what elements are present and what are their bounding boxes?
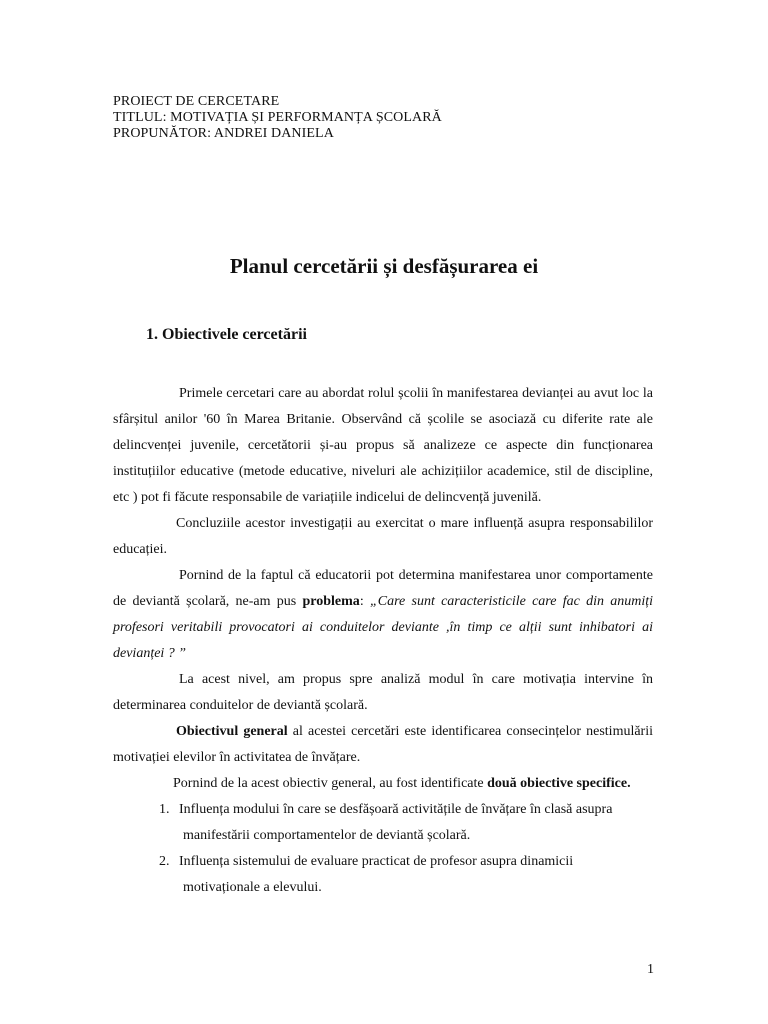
general-objective-label: Obiectivul general bbox=[176, 724, 288, 739]
problem-question: „Care sunt caracteristicile care fac din anumiți profesori veritabili provocatori ai conduitelor deviante ,în timp ce alții sunt inhibatori ai devianței ? ” bbox=[113, 594, 653, 661]
document-body bbox=[113, 381, 653, 901]
header-title-line: TITLUL: MOTIVAȚIA ȘI PERFORMANȚA ȘCOLARĂ bbox=[113, 110, 442, 125]
document-header bbox=[113, 94, 442, 142]
specific-objectives-label: două obiective specifice. bbox=[487, 776, 631, 791]
paragraph-general-objective bbox=[113, 719, 653, 771]
paragraph-specific-objectives bbox=[113, 771, 653, 797]
list-item-number: 2. bbox=[159, 854, 170, 869]
page-title: Planul cercetării și desfășurarea ei bbox=[229, 254, 539, 278]
header-project-label: PROIECT DE CERCETARE bbox=[113, 94, 280, 109]
problem-colon: : bbox=[359, 594, 364, 609]
problem-label: problema bbox=[302, 594, 360, 609]
paragraph-problem bbox=[113, 563, 653, 667]
problem-intro-text: Pornind de la faptul că educatorii pot determina manifestarea unor comportamente de deviantă școlară, ne-am pus bbox=[113, 568, 653, 609]
list-item-line: motivaționale a elevului. bbox=[183, 880, 322, 895]
specific-objectives-intro: Pornind de la acest obiectiv general, au fost identificate bbox=[173, 776, 484, 791]
paragraph-analysis: La acest nivel, am propus spre analiză modul în care motivația intervine în determinarea conduitelor de deviantă școlară. bbox=[113, 672, 653, 713]
list-item-line: Influența sistemului de evaluare practicat de profesor asupra dinamicii bbox=[179, 854, 574, 869]
list-item-number: 1. bbox=[159, 802, 170, 817]
general-objective-text: al acestei cercetări este identificarea consecințelor nestimulării motivației elevilor în activitatea de învățare. bbox=[113, 724, 653, 765]
paragraph-conclusions: Concluziile acestor investigații au exercitat o mare influență asupra responsabililor educației. bbox=[113, 516, 653, 557]
section-heading: 1. Obiectivele cercetării bbox=[146, 326, 307, 343]
paragraph-intro: Primele cercetari care au abordat rolul școlii în manifestarea devianței au avut loc la sfârșitul anilor '60 în Marea Britanie. Observând că școlile se asociază cu diferite rate ale delincvenței juvenile, cercetătorii și-au propus să analizeze ce aspecte din funcționarea instituțiilor educative (metode educative, niveluri ale achizițiilor academice, stil de discipline, etc ) pot fi făcute responsabile de variațiile indicelui de delincvență juvenilă. bbox=[113, 386, 653, 505]
page-number: 1 bbox=[647, 962, 654, 977]
list-item-line: manifestării comportamentelor de deviantă școlară. bbox=[183, 828, 471, 843]
list-item bbox=[113, 849, 653, 901]
list-item bbox=[113, 797, 653, 849]
list-item-line: Influența modului în care se desfășoară activitățile de învățare în clasă asupra bbox=[179, 802, 613, 817]
header-author-line: PROPUNĂTOR: ANDREI DANIELA bbox=[113, 126, 334, 141]
objectives-list bbox=[113, 797, 653, 901]
